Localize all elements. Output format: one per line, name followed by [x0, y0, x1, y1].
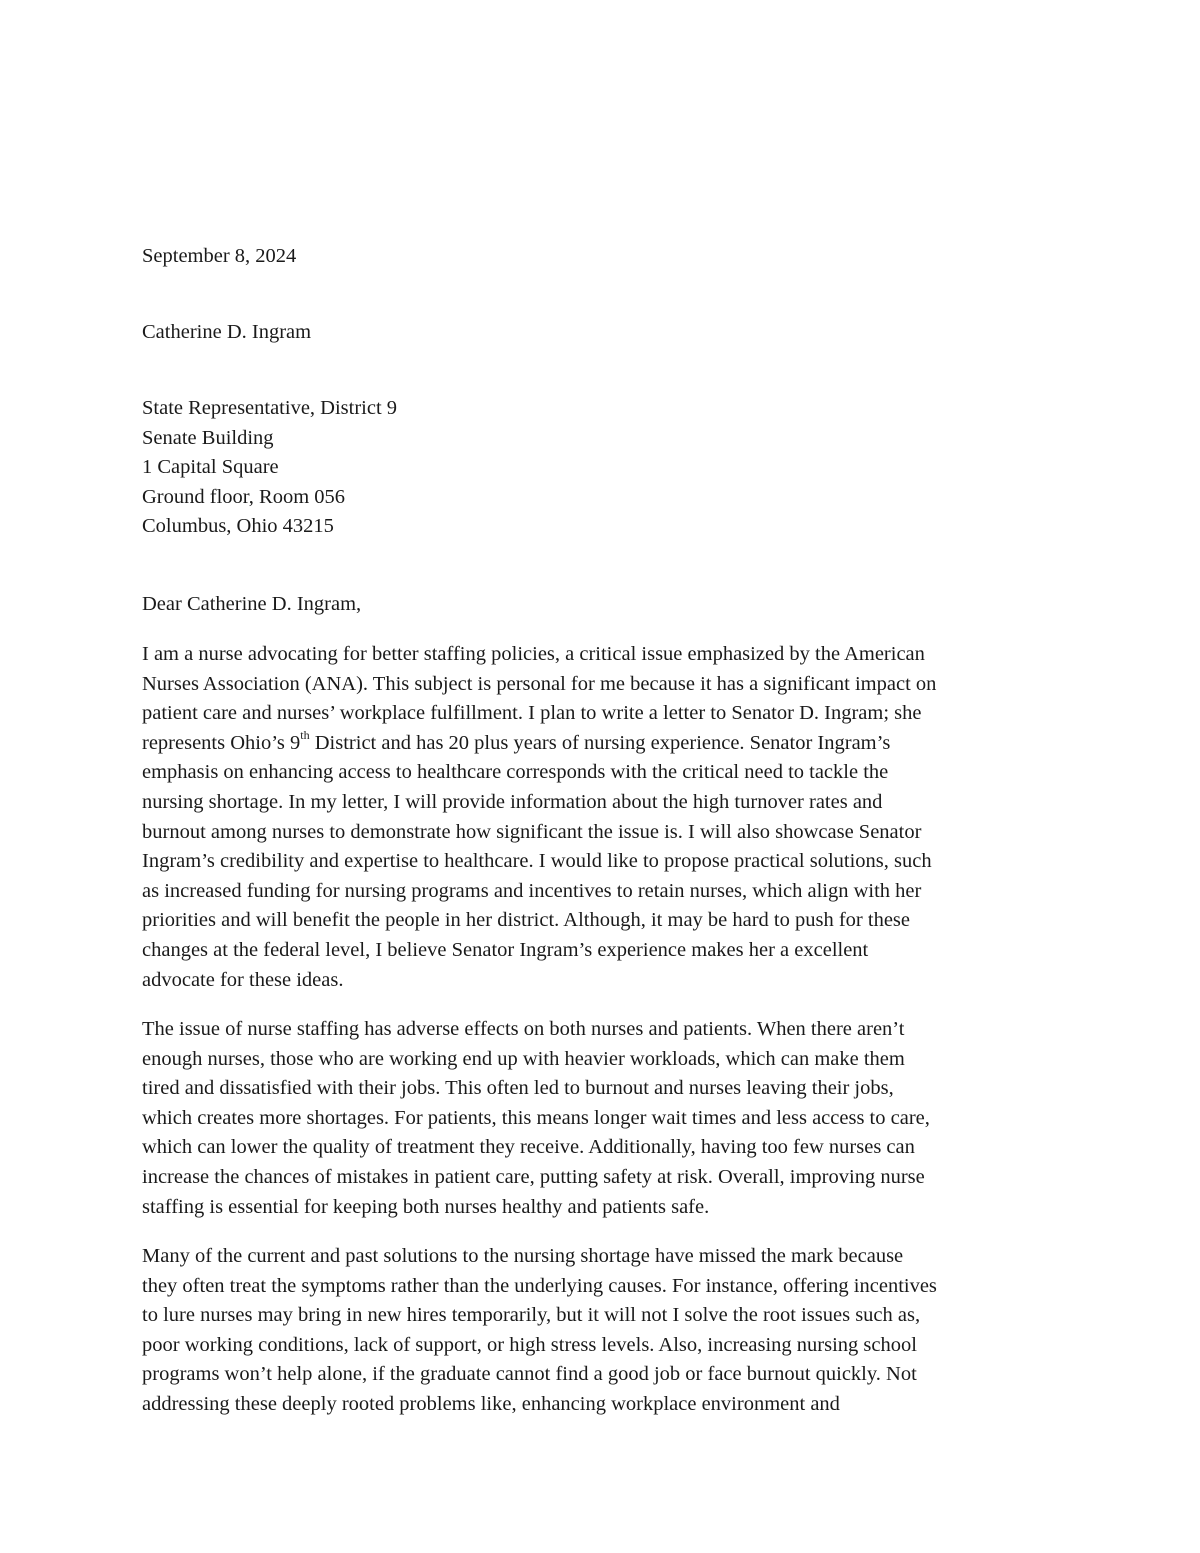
- letter-date: [142, 242, 1062, 272]
- address-line: Columbus, Ohio 43215: [142, 515, 334, 538]
- paragraph-line: burnout among nurses to demonstrate how significant the issue is. I will also showcase Senator: [142, 820, 922, 843]
- paragraph-line-segment: represents Ohio’s 9: [142, 731, 301, 754]
- address-line: 1 Capital Square: [142, 456, 279, 479]
- paragraph-line: addressing these deeply rooted problems like, enhancing workplace environment and: [142, 1392, 840, 1415]
- recipient-name-text: Catherine D. Ingram: [142, 321, 312, 343]
- paragraph-line: I am a nurse advocating for better staffing policies, a critical issue emphasized by the American: [142, 643, 925, 665]
- paragraph-line: enough nurses, those who are working end up with heavier workloads, which can make them: [142, 1047, 905, 1070]
- paragraph-line: [142, 729, 1062, 759]
- paragraph-line: to lure nurses may bring in new hires temporarily, but it will not I solve the root issues such as,: [142, 1304, 921, 1327]
- paragraph-line: Ingram’s credibility and expertise to healthcare. I would like to propose practical solutions, such: [142, 850, 932, 873]
- paragraph-line: patient care and nurses’ workplace fulfillment. I plan to write a letter to Senator D. Ingram; she: [142, 702, 922, 725]
- paragraph-line: emphasis on enhancing access to healthcare corresponds with the critical need to tackle the: [142, 761, 889, 784]
- paragraph-line-segment: District and has 20 plus years of nursing experience. Senator Ingram’s: [309, 731, 891, 754]
- paragraph-line: which creates more shortages. For patients, this means longer wait times and less access to care,: [142, 1106, 930, 1129]
- paragraph-line: advocate for these ideas.: [142, 968, 344, 991]
- paragraph-line: they often treat the symptoms rather than the underlying causes. For instance, offering incentives: [142, 1274, 937, 1297]
- paragraph-line: increase the chances of mistakes in patient care, putting safety at risk. Overall, improving nurse: [142, 1165, 925, 1188]
- paragraph-line: Many of the current and past solutions to the nursing shortage have missed the mark because: [142, 1245, 904, 1267]
- salutation: [142, 590, 1062, 620]
- address-line: Senate Building: [142, 426, 274, 449]
- paragraph-line: nursing shortage. In my letter, I will provide information about the high turnover rates and: [142, 790, 883, 813]
- recipient-address: [142, 394, 1062, 542]
- address-line: State Representative, District 9: [142, 397, 398, 419]
- paragraph-line: priorities and will benefit the people in her district. Although, it may be hard to push for these: [142, 909, 911, 932]
- paragraph-line: as increased funding for nursing programs and incentives to retain nurses, which align with her: [142, 879, 922, 902]
- paragraph-line: staffing is essential for keeping both nurses healthy and patients safe.: [142, 1195, 710, 1218]
- body-paragraph-2: [142, 1015, 1062, 1222]
- paragraph-line: tired and dissatisfied with their jobs. This often led to burnout and nurses leaving their jobs,: [142, 1077, 894, 1100]
- paragraph-line: which can lower the quality of treatment they receive. Additionally, having too few nurses can: [142, 1136, 915, 1159]
- paragraph-line: changes at the federal level, I believe Senator Ingram’s experience makes her a excellent: [142, 938, 869, 961]
- paragraph-line: programs won’t help alone, if the graduate cannot find a good job or face burnout quickly. Not: [142, 1363, 917, 1386]
- body-paragraph-1: [142, 640, 1062, 995]
- salutation-text: Dear Catherine D. Ingram,: [142, 593, 362, 615]
- paragraph-line: poor working conditions, lack of support, or high stress levels. Also, increasing nursing school: [142, 1333, 917, 1356]
- ordinal-superscript: th: [300, 727, 310, 742]
- body-paragraph-3: [142, 1242, 1062, 1420]
- paragraph-line: Nurses Association (ANA). This subject is personal for me because it has a significant impact on: [142, 672, 937, 695]
- recipient-name: [142, 318, 1062, 348]
- paragraph-line: The issue of nurse staffing has adverse effects on both nurses and patients. When there aren’t: [142, 1018, 905, 1040]
- address-line: Ground floor, Room 056: [142, 485, 346, 508]
- date-text: September 8, 2024: [142, 245, 297, 267]
